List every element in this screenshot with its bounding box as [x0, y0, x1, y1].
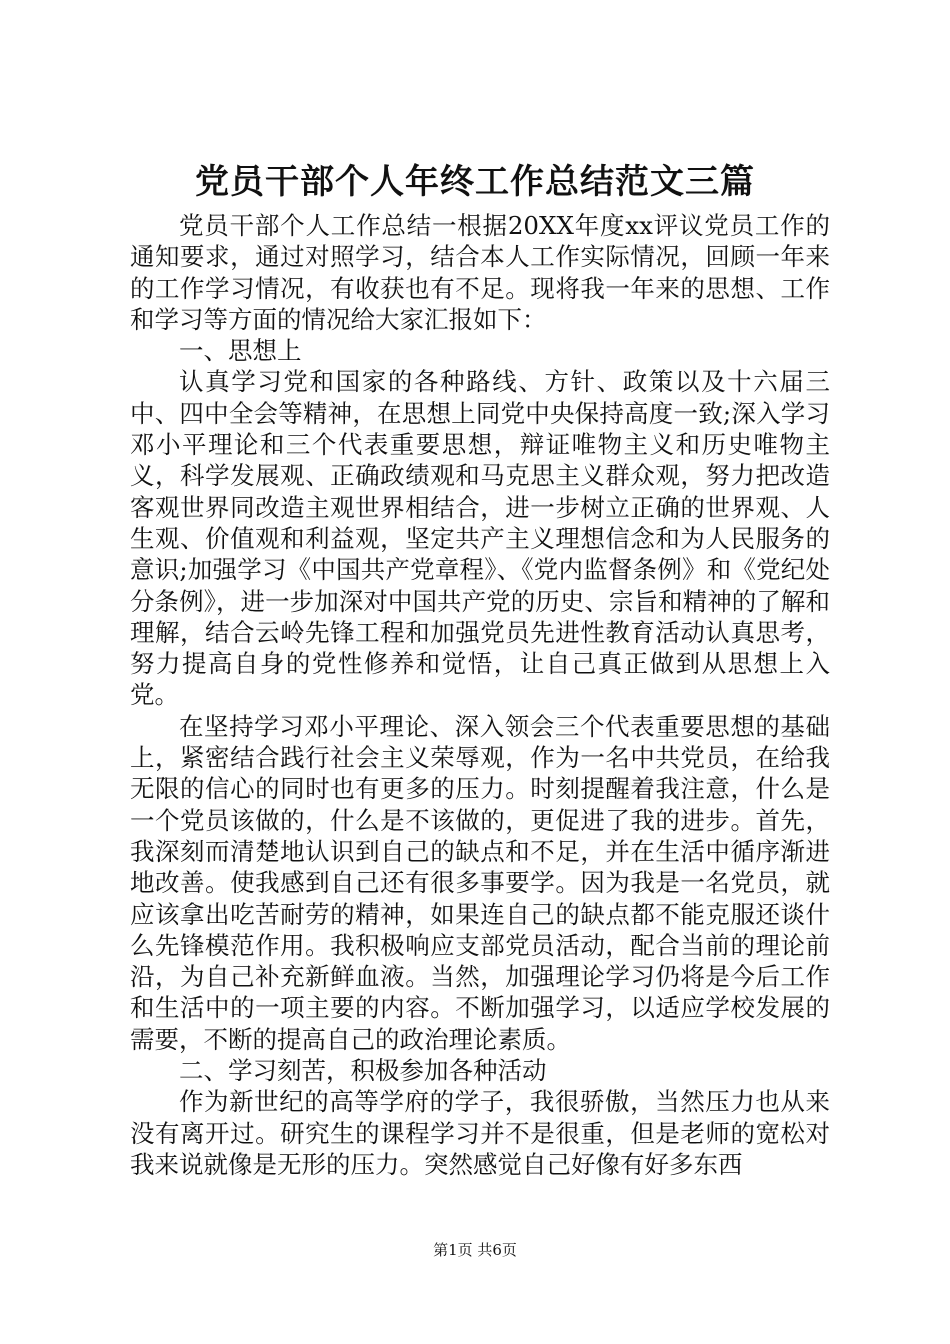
- paragraph-intro: 党员干部个人工作总结一根据20XX年度xx评议党员工作的通知要求，通过对照学习，结合本人工作实际情况，回顾一年来的工作学习情况，有收获也有不足。现将我一年来的思想、工作和学习等方面的情况给大家汇报如下：: [130, 211, 830, 334]
- paragraph-thought-study: 认真学习党和国家的各种路线、方针、政策以及十六届三中、四中全会等精神，在思想上同党中央保持高度一致;深入学习邓小平理论和三个代表重要思想，辩证唯物主义和历史唯物主义，科学发展观、正确政绩观和马克思主义群众观，努力把改造客观世界同改造主观世界相结合，进一步树立正确的世界观、人生观、价值观和利益观，坚定共产主义理想信念和为人民服务的意识;加强学习《中国共产党章程》、《党内监督条例》和《党纪处分条例》，进一步加深对中国共产党的历史、宗旨和精神的了解和理解，结合云岭先锋工程和加强党员先进性教育活动认真思考，努力提高自身的党性修养和觉悟，让自己真正做到从思想上入党。: [130, 367, 830, 710]
- document-body: [130, 210, 830, 1180]
- section-heading-thought: 一、思想上: [179, 336, 302, 366]
- paragraph-theory-practice: 在坚持学习邓小平理论、深入领会三个代表重要思想的基础上，紧密结合践行社会主义荣辱观，作为一名中共党员，在给我无限的信心的同时也有更多的压力。时刻提醒着我注意，什么是一个党员该做的，什么是不该做的，更促进了我的进步。首先，我深刻而清楚地认识到自己的缺点和不足，并在生活中循序渐进地改善。使我感到自己还有很多事要学。因为我是一名党员，就应该拿出吃苦耐劳的精神，如果连自己的缺点都不能克服还谈什么先锋模范作用。我积极响应支部党员活动，配合当前的理论前沿，为自己补充新鲜血液。当然，加强理论学习仍将是今后工作和生活中的一项主要的内容。不断加强学习，以适应学校发展的需要，不断的提高自己的政治理论素质。: [130, 711, 830, 1054]
- paragraph-graduate-study: 作为新世纪的高等学府的学子，我很骄傲，当然压力也从来没有离开过。研究生的课程学习并不是很重，但是老师的宽松对我来说就像是无形的压力。突然感觉自己好像有好多东西: [130, 1087, 830, 1179]
- page-number-footer: 第1页 共6页: [433, 1241, 517, 1259]
- section-heading-study: 二、学习刻苦，积极参加各种活动: [179, 1056, 547, 1086]
- document-title: 党员干部个人年终工作总结范文三篇: [195, 162, 755, 202]
